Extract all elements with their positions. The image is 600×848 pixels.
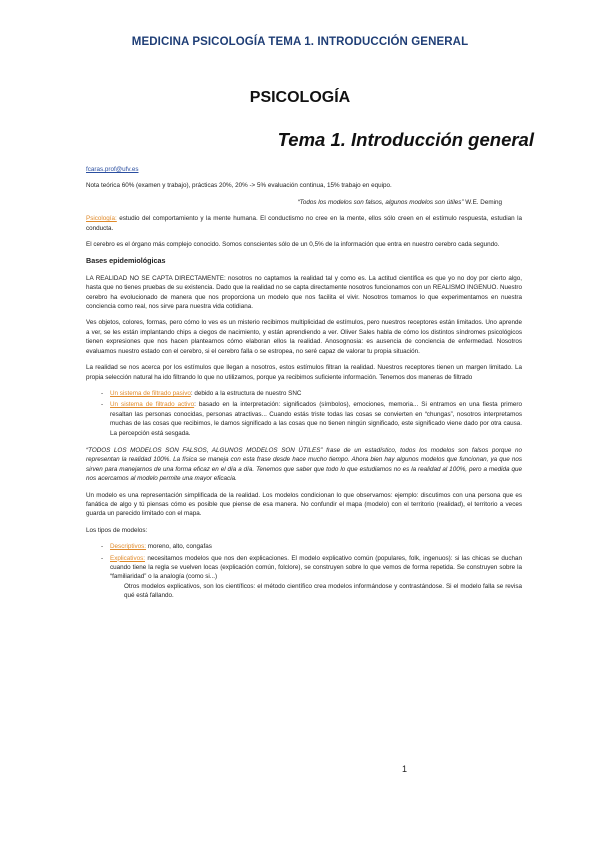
quote-author: W.E. Deming bbox=[465, 198, 502, 206]
tipos-list bbox=[86, 542, 522, 600]
filtro-activo-text: : basado en la interpretación: significados (símbolos), emociones, memoria... Si entramos en una fiesta primero resaltan las personas conocidas, personas atractivas... Cuando estás triste todas las cosas se convierten en “chungas”, nosotros interpretamos muchas de las cosas que recibimos, le damos significado a las cosas que no tienen ningún significado, este significado viene dado por otra causa. La percepción está sesgada. bbox=[110, 401, 522, 437]
list-item bbox=[106, 542, 522, 551]
modelos-falsos-paragraph: “TODOS LOS MODELOS SON FALSOS, ALGUNOS MODELOS SON ÚTILES” frase de un estadístico, todos los modelos son falsos porque no representan la realidad 100%. La física se maneja con esta frase desde hace mucho tiempo. Ahora bien hay algunos modelos que funcionan, ya que nos sirven para manejarnos de una forma eficaz en el día a día. Tenemos que saber que todo lo que estudiamos no es la realidad al 100%, pero a medida que nos acercamos al modelo permite una mayor eficacia. bbox=[86, 446, 522, 483]
list-item bbox=[106, 554, 522, 601]
document-subtitle: Tema 1. Introducción general bbox=[277, 129, 534, 150]
list-item bbox=[106, 389, 522, 398]
explicativos-text: necesitamos modelos que nos den explicaciones. El modelo explicativo común (populares, folk, ingenuos): si las chicas se duchan cuando tiene la regla se vuelven locas (explicación común, folclore), se construyen sobre lo que vemos de forma repetida. Se construyen sobre la “familiaridad” o la analogía (como si...) bbox=[110, 554, 522, 581]
representacion-paragraph: Un modelo es una representación simplificada de la realidad. Los modelos condicionan lo que observamos: ejemplo: discutimos con una persona que es fanática de algo y tú piensas cómo es posible que piense de esa manera. No confundir el mapa (modelo) con el territorio (realidad), el territorio a veces guarda un parecido limitado con el mapa. bbox=[86, 491, 522, 518]
realidad-paragraph: LA REALIDAD NO SE CAPTA DIRECTAMENTE: nosotros no captamos la realidad tal y como es. La actitud científica es que yo no doy por cierto algo, hasta que no tienes pruebas de su existencia. Dado que la realidad no se capta directamente nosotros funcionamos con un REALISMO INGENUO. Nuestro cerebro ha evolucionado de manera que nos proporciona un modelo que nos facilita el vivir. Nosotros tomamos lo que experimentamos en nuestra conciencia como real, nos sirve para nuestra vida cotidiana. bbox=[86, 274, 522, 311]
psicologia-definition bbox=[86, 214, 522, 233]
filtro-activo-term: Un sistema de filtrado activo bbox=[110, 401, 195, 409]
explicativos-extra: Otros modelos explicativos, son los científicos: el método científico crea modelos informándose y contrastándose. Si el modelo falla se revisa qué está fallando. bbox=[124, 582, 522, 600]
document-body bbox=[86, 165, 522, 609]
deming-quote bbox=[86, 198, 522, 207]
descriptivos-term: Descriptivos: bbox=[110, 543, 147, 551]
running-header: MEDICINA PSICOLOGÍA TEMA 1. INTRODUCCIÓN GENERAL bbox=[131, 36, 469, 48]
page-number: 1 bbox=[402, 764, 408, 774]
section-heading: Bases epidemiológicas bbox=[86, 256, 166, 266]
psicologia-term: Psicología: bbox=[86, 215, 117, 223]
filtro-pasivo-term: Un sistema de filtrado pasivo bbox=[110, 389, 191, 397]
explicativos-term: Explicativos: bbox=[110, 554, 145, 562]
objetos-paragraph: Ves objetos, colores, formas, pero cómo lo ves es un misterio recibimos multiplicidad de estímulos, pero nuestros receptores están limitados. Uno aprende a ver, se les están implantando chips a ciegos de nacimiento, y están aprendiendo a ver. Oliver Sales habla de cómo los distintos síndromes psicológicos tienen expresiones que nos hacen plantearnos cómo elaboran ellos la realidad. Anosognosia: es ausencia de conciencia de enfermedad. Nosotros evaluamos nuestro estado con el cerebro, si el cerebro falla o se estropea, no seré capaz de valorar tu propia situación. bbox=[86, 319, 522, 355]
descriptivos-text: moreno, alto, congafas bbox=[146, 543, 212, 551]
tipos-intro: Los tipos de modelos: bbox=[86, 526, 148, 534]
quote-text: “Todos los modelos son falsos, algunos modelos son útiles” bbox=[297, 198, 464, 206]
estimulos-paragraph: La realidad se nos acerca por los estímulos que llegan a nosotros, estos estímulos filtran la realidad. Nuestros receptores tienen un margen limitado. La propia selección natural ha ido filtrando lo que no utilizamos, porque ya recibimos suficiente información. Tenemos dos maneras de filtrado bbox=[86, 364, 522, 381]
contact-line bbox=[86, 165, 522, 174]
psicologia-text: estudio del comportamiento y la mente humana. El conductismo no cree en la mente, ellos sólo creen en el estímulo respuesta, estudian la conducta. bbox=[86, 215, 522, 232]
list-item bbox=[106, 400, 522, 438]
cerebro-paragraph: El cerebro es el órgano más complejo conocido. Somos conscientes sólo de un 0,5% de la información que entra en nuestro cerebro cada segundo. bbox=[86, 241, 500, 249]
contact-email-link[interactable]: fcaras.prof@ufv.es bbox=[86, 166, 139, 173]
filtrado-list bbox=[86, 389, 522, 438]
grading-paragraph: Nota teórica 60% (examen y trabajo), prácticas 20%, 20% -> 5% evaluación continua, 15% trabajo en equipo. bbox=[86, 182, 392, 190]
filtro-pasivo-text: : debido a la estructura de nuestro SNC bbox=[190, 389, 302, 397]
document-title: PSICOLOGÍA bbox=[249, 89, 351, 106]
